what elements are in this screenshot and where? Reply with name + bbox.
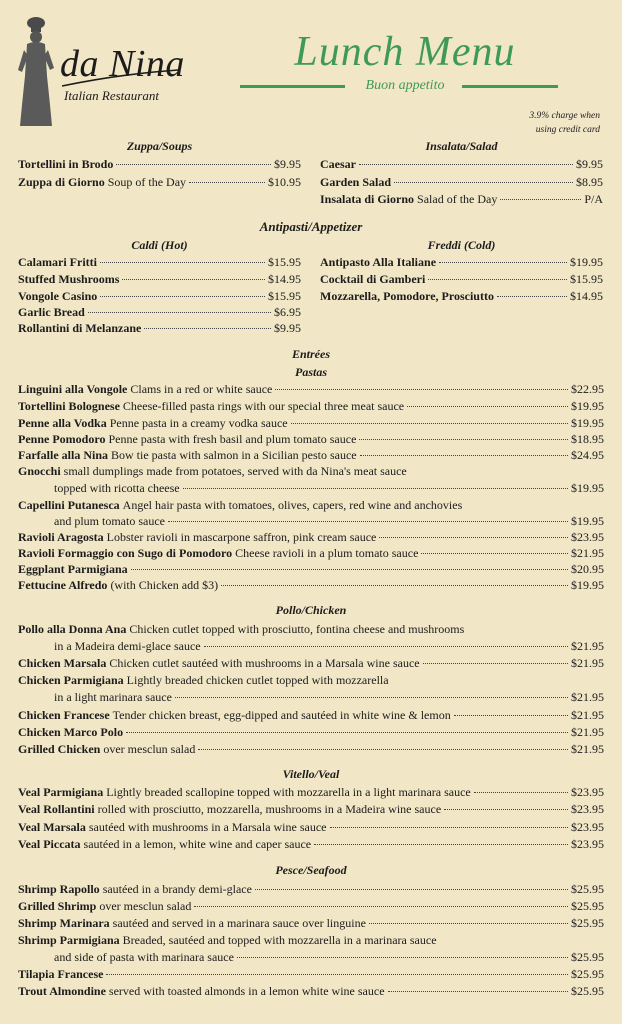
menu-row: Chicken Marsala Chicken cutlet sautéed with mushrooms in a Marsala wine sauce $21.95: [18, 656, 604, 670]
menu-row: Tortellini in Brodo $9.95: [18, 157, 301, 171]
menu-row: Penne alla Vodka Penne pasta in a creamy vodka sauce $19.95: [18, 416, 604, 430]
menu-row: Trout Almondine served with toasted almonds in a lemon white wine sauce $25.95: [18, 984, 604, 998]
menu-row: Grilled Chicken over mesclun salad $21.95: [18, 742, 604, 756]
menu-row: Farfalle alla Nina Bow tie pasta with salmon in a Sicilian pesto sauce $24.95: [18, 448, 604, 462]
menu-row: Vongole Casino $15.95: [18, 289, 301, 303]
menu-row: and side of pasta with marinara sauce $25.95: [54, 950, 604, 964]
menu-row: Fettucine Alfredo (with Chicken add $3) $19.95: [18, 578, 604, 592]
subsection-title-pastas: Pastas: [294, 365, 327, 379]
credit-card-note-line1: 3.9% charge when: [529, 111, 600, 121]
brand-name: da Nina: [60, 43, 185, 85]
menu-row-first-line: Shrimp Parmigiana Breaded, sautéed and topped with mozzarella in a marinara sauce: [18, 933, 437, 947]
menu-row: Chicken Francese Tender chicken breast, egg-dipped and sautéed in white wine & lemon $21.95: [18, 708, 604, 722]
section-title-veal: Vitello/Veal: [282, 767, 340, 781]
menu-row: Antipasto Alla Italiane $19.95: [320, 255, 603, 269]
menu-row: Grilled Shrimp over mesclun salad $25.95: [18, 899, 604, 913]
title-rule-right: [462, 85, 558, 88]
menu-row: Zuppa di Giorno Soup of the Day $10.95: [18, 175, 301, 189]
menu-row-first-line: Chicken Parmigiana Lightly breaded chicken cutlet topped with mozzarella: [18, 673, 389, 687]
menu-row: Penne Pomodoro Penne pasta with fresh basil and plum tomato sauce $18.95: [18, 432, 604, 446]
menu-row: Veal Rollantini rolled with prosciutto, mozzarella, mushrooms in a Madeira wine sauce $23.95: [18, 802, 604, 816]
chef-figure-logo: [16, 14, 56, 130]
menu-row: Garden Salad $8.95: [320, 175, 603, 189]
menu-row: Calamari Fritti $15.95: [18, 255, 301, 269]
section-title-entrees: Entrées: [291, 347, 330, 361]
menu-subtitle: Buon appetito: [365, 78, 445, 93]
subsection-title-hot: Caldi (Hot): [131, 238, 188, 252]
brand-swoosh-decoration: [60, 68, 180, 90]
menu-row: Tilapia Francese $25.95: [18, 967, 604, 981]
menu-row: Veal Marsala sautéed with mushrooms in a Marsala wine sauce $23.95: [18, 820, 604, 834]
menu-row: Garlic Bread $6.95: [18, 305, 301, 319]
section-title-soups: Zuppa/Soups: [126, 139, 193, 153]
subsection-title-cold: Freddi (Cold): [427, 238, 496, 252]
menu-row: Rollantini di Melanzane $9.95: [18, 321, 301, 335]
title-rule-left: [240, 85, 345, 88]
menu-row: Insalata di Giorno Salad of the Day P/A: [320, 192, 603, 206]
section-title-seafood: Pesce/Seafood: [275, 863, 347, 877]
menu-row: Veal Piccata sautéed in a lemon, white wine and caper sauce $23.95: [18, 837, 604, 851]
menu-row: and plum tomato sauce $19.95: [54, 514, 604, 528]
menu-row: Ravioli Formaggio con Sugo di Pomodoro Cheese ravioli in a plum tomato sauce $21.95: [18, 546, 604, 560]
menu-row: Mozzarella, Pomodore, Prosciutto $14.95: [320, 289, 603, 303]
section-title-salads: Insalata/Salad: [425, 139, 498, 153]
menu-row-first-line: Gnocchi small dumplings made from potatoes, served with da Nina's meat sauce: [18, 464, 407, 478]
brand-subtitle: Italian Restaurant: [64, 88, 159, 103]
menu-row-first-line: Pollo alla Donna Ana Chicken cutlet topped with prosciutto, fontina cheese and mushrooms: [18, 622, 465, 636]
menu-row: Ravioli Aragosta Lobster ravioli in mascarpone saffron, pink cream sauce $23.95: [18, 530, 604, 544]
menu-row: Tortellini Bolognese Cheese-filled pasta rings with our special three meat sauce $19.95: [18, 399, 604, 413]
menu-row: topped with ricotta cheese $19.95: [54, 481, 604, 495]
section-title-appetizers: Antipasti/Appetizer: [259, 219, 363, 234]
menu-row: Eggplant Parmigiana $20.95: [18, 562, 604, 576]
menu-row: Shrimp Marinara sautéed and served in a marinara sauce over linguine $25.95: [18, 916, 604, 930]
menu-row: Veal Parmigiana Lightly breaded scallopine topped with mozzarella in a light marinara sauce $23.95: [18, 785, 604, 799]
menu-row-first-line: Capellini Putanesca Angel hair pasta with tomatoes, olives, capers, red wine and anchovies: [18, 498, 463, 512]
menu-row: Caesar $9.95: [320, 157, 603, 171]
menu-title: Lunch Menu: [294, 29, 516, 75]
menu-row: Cocktail di Gamberi $15.95: [320, 272, 603, 286]
menu-row: in a light marinara sauce $21.95: [54, 690, 604, 704]
menu-row: Shrimp Rapollo sautéed in a brandy demi-glace $25.95: [18, 882, 604, 896]
menu-row: in a Madeira demi-glace sauce $21.95: [54, 639, 604, 653]
menu-row: Chicken Marco Polo $21.95: [18, 725, 604, 739]
menu-row: Stuffed Mushrooms $14.95: [18, 272, 301, 286]
section-title-chicken: Pollo/Chicken: [275, 603, 347, 617]
credit-card-note-line2: using credit card: [535, 125, 600, 135]
menu-row: Linguini alla Vongole Clams in a red or white sauce $22.95: [18, 382, 604, 396]
